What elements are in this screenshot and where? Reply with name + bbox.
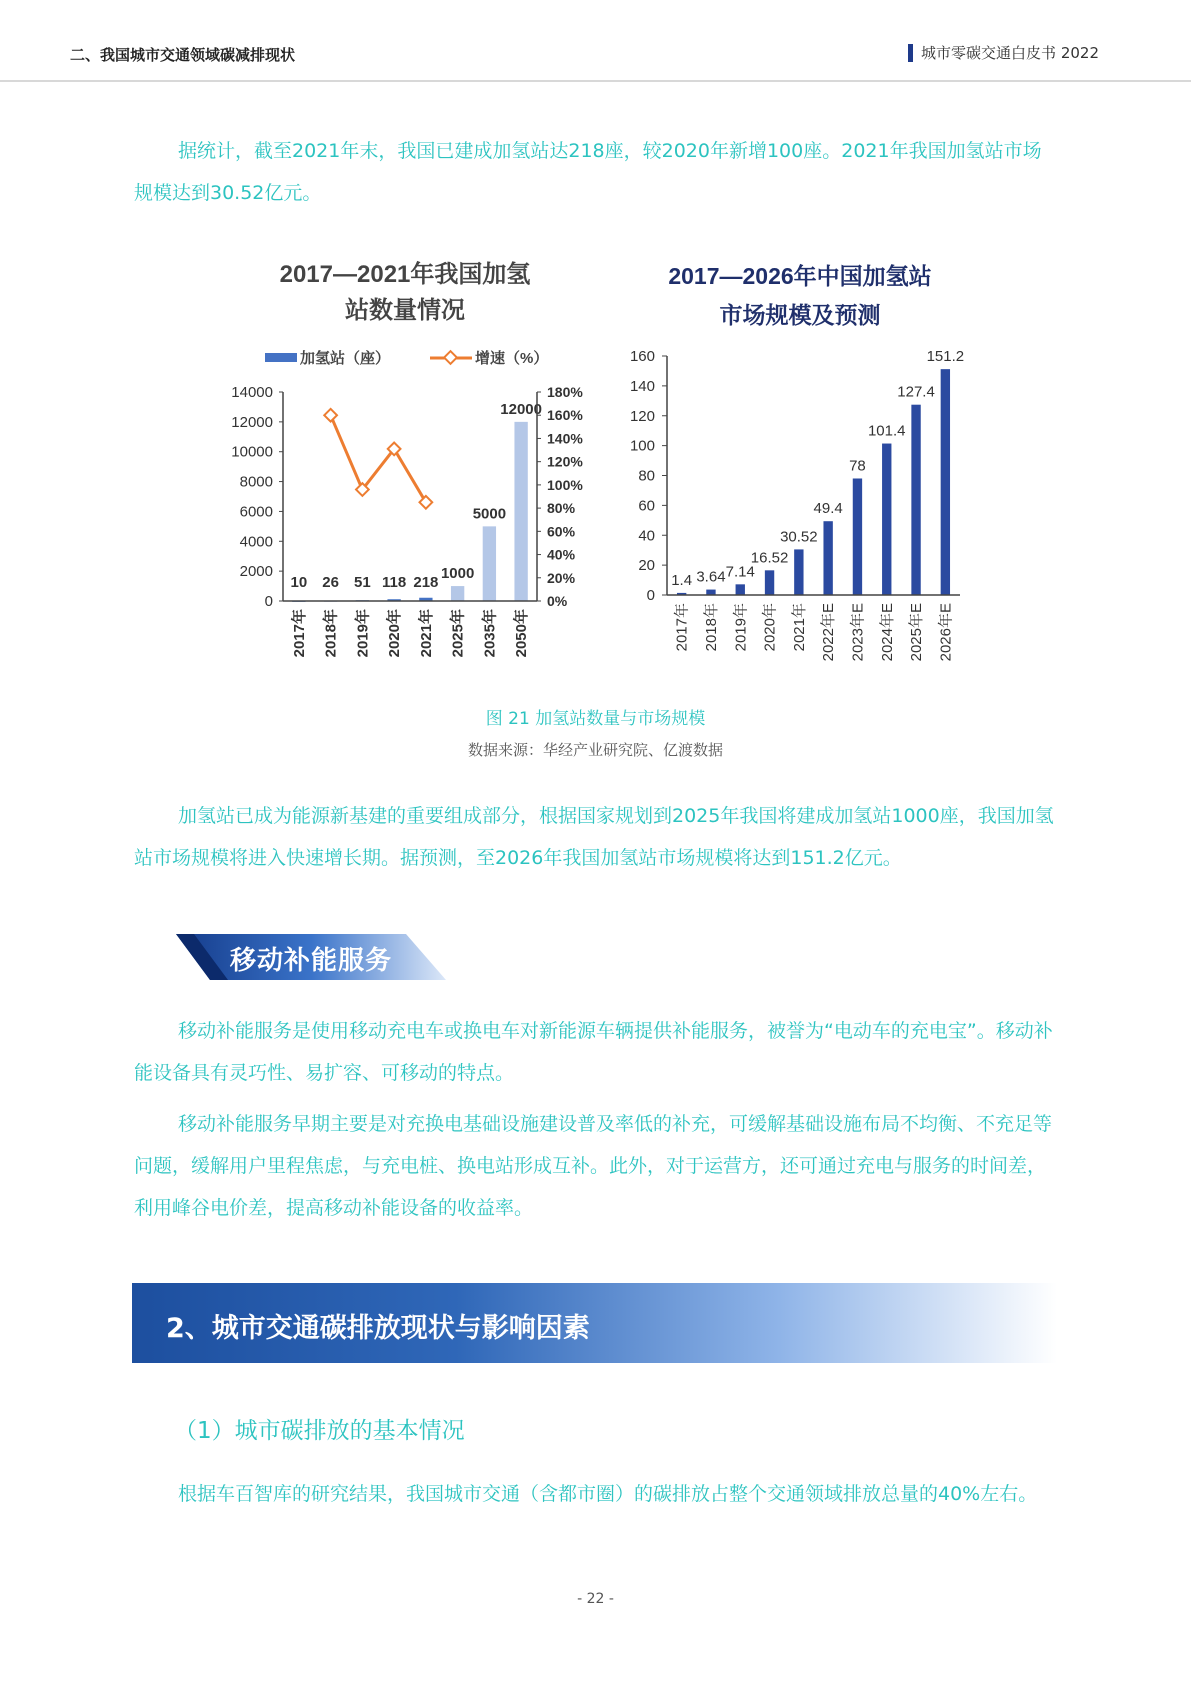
market-size-chart-svg <box>610 250 980 680</box>
chart2-x-tick-label: 2025年E <box>908 603 926 662</box>
chart2-bar-label: 127.4 <box>897 383 935 401</box>
chart1-bar-label: 5000 <box>472 505 507 523</box>
chart1-x-tick-label: 2021年 <box>417 609 435 658</box>
paragraph-urban-carbon-share: 根据车百智库的研究结果，我国城市交通（含都市圈）的碳排放占整个交通领域排放总量的40%左右。 <box>178 1483 1038 1505</box>
chart2-x-tick-label: 2023年E <box>849 603 867 662</box>
chart1-bar <box>514 422 527 601</box>
chart2-bar-label: 7.14 <box>725 563 755 581</box>
chart-station-count <box>210 250 590 680</box>
chart2-bar-label: 16.52 <box>750 549 789 567</box>
subheading-urban-carbon: （1）城市碳排放的基本情况 <box>174 1418 465 1444</box>
chart2-x-tick-label: 2024年E <box>878 603 896 662</box>
legend-bar-label: 加氢站（座） <box>300 350 391 367</box>
chart1-x-tick-label: 2018年 <box>322 609 340 658</box>
chart2-bar-label: 30.52 <box>780 528 818 546</box>
paragraph-hydrogen-planning: 加氢站已成为能源新基建的重要组成部分，根据国家规划到2025年我国将建成加氢站1000座，我国加氢站市场规模将进入快速增长期。据预测，至2026年我国加氢站市场规模将达到151.2亿元。 <box>134 805 1054 869</box>
chart1-y-right-tick-label: 100% <box>547 476 583 493</box>
chart1-y-tick-label: 12000 <box>231 413 273 431</box>
chart2-y-tick-label: 100 <box>629 437 655 455</box>
chart1-y-tick-label: 14000 <box>231 384 273 401</box>
legend-line-marker <box>444 351 457 364</box>
chart1-y-right-tick-label: 20% <box>547 569 576 586</box>
page-number: - 22 - <box>577 1591 614 1607</box>
chart2-y-tick-label: 80 <box>638 467 655 485</box>
chart1-y-right-tick-label: 180% <box>547 384 583 400</box>
chart2-x-tick-label: 2017年 <box>673 603 691 652</box>
chart1-bar-label: 118 <box>382 574 407 591</box>
chart1-y-tick-label: 6000 <box>239 503 273 521</box>
chart1-bar-label: 1000 <box>440 565 475 583</box>
legend-line-label: 增速（%） <box>475 350 549 367</box>
chart1-x-tick-label: 2020年 <box>386 609 404 658</box>
chart2-bar-label: 1.4 <box>671 571 693 589</box>
chart2-bar <box>911 405 920 595</box>
chart1-y-tick-label: 10000 <box>231 443 273 461</box>
figure-caption: 图 21 加氢站数量与市场规模 <box>485 709 706 729</box>
chart1-y-right-tick-label: 120% <box>547 453 583 470</box>
chart2-y-tick-label: 160 <box>629 348 655 365</box>
chart1-bar-label: 51 <box>354 574 371 591</box>
chart1-x-tick-label: 2025年 <box>449 609 467 658</box>
chart2-x-tick-label: 2022年E <box>820 603 838 662</box>
chart2-bar <box>736 584 745 595</box>
chart2-bar-label: 101.4 <box>867 422 906 440</box>
legend-bar-swatch <box>265 353 297 362</box>
chart2-x-tick-label: 2026年E <box>937 603 955 662</box>
chart1-bar-label: 218 <box>413 574 439 591</box>
chart2-bar <box>823 521 832 595</box>
chart2-bar-label: 78 <box>849 457 866 475</box>
paragraph-hydrogen-stations-2021: 据统计，截至2021年末，我国已建成加氢站达218座，较2020年新增100座。2021年我国加氢站市场规模达到30.52亿元。 <box>134 140 1042 204</box>
chart2-y-tick-label: 140 <box>629 377 655 395</box>
chart1-title-line1: 2017—2021年我国加氢 <box>279 261 531 288</box>
chart2-bar-label: 151.2 <box>926 348 965 366</box>
chart1-bar-label: 10 <box>290 574 308 591</box>
chart2-y-tick-label: 20 <box>638 557 655 575</box>
chart2-y-tick-label: 120 <box>629 407 655 425</box>
chart2-x-tick-label: 2019年 <box>732 603 750 652</box>
chart1-y-tick-label: 8000 <box>239 473 273 491</box>
chart2-bar <box>765 570 774 595</box>
document-title: 城市零碳交通白皮书 2022 <box>908 44 1099 62</box>
chart2-x-tick-label: 2018年 <box>702 603 720 652</box>
chart2-bar <box>882 444 891 595</box>
chart1-bar <box>451 586 464 601</box>
chart1-y-tick-label: 4000 <box>239 533 273 551</box>
chart1-y-right-tick-label: 80% <box>547 500 576 517</box>
chart1-title-line2: 站数量情况 <box>345 297 465 324</box>
chart1-x-tick-label: 2017年 <box>290 609 308 658</box>
chart2-title-line2: 市场规模及预测 <box>719 302 881 328</box>
station-count-chart-svg <box>210 250 590 680</box>
paragraph-mobile-energy-benefits: 移动补能服务早期主要是对充换电基础设施建设普及率低的补充，可缓解基础设施布局不均衡、不充足等问题，缓解用户里程焦虑，与充电桩、换电站形成互补。此外，对于运营方，还可通过充电与服务的时间差，利用峰谷电价差，提高移动补能设备的收益率。 <box>134 1113 1053 1219</box>
chapter-title: 二、我国城市交通领域碳减排现状 <box>70 46 296 64</box>
chart1-growth-point <box>420 496 433 509</box>
chart2-bar <box>853 478 862 595</box>
ribbon-heading-mobile-energy: 移动补能服务 <box>230 946 393 976</box>
chart2-x-tick-label: 2020年 <box>761 603 779 652</box>
chart1-bar-label: 12000 <box>500 400 542 418</box>
chart2-title-line1: 2017—2026年中国加氢站 <box>668 263 932 289</box>
chart1-y-right-tick-label: 0% <box>547 593 568 609</box>
chart2-bar-label: 49.4 <box>813 500 843 518</box>
figure-source: 数据来源：华经产业研究院、亿渡数据 <box>467 741 723 759</box>
chart2-y-tick-label: 40 <box>638 527 655 545</box>
chart1-y-tick-label: 0 <box>264 593 273 610</box>
chart1-y-right-tick-label: 40% <box>547 546 576 563</box>
chart2-bar <box>794 549 803 595</box>
chart2-y-tick-label: 0 <box>646 587 655 604</box>
paragraph-mobile-energy-intro: 移动补能服务是使用移动充电车或换电车对新能源车辆提供补能服务，被誉为“电动车的充电宝”。移动补能设备具有灵巧性、易扩容、可移动的特点。 <box>134 1020 1053 1084</box>
chart1-y-right-tick-label: 60% <box>547 523 576 540</box>
chart1-growth-line <box>331 415 426 502</box>
chart1-bar-label: 26 <box>322 574 339 591</box>
chart1-y-right-tick-label: 140% <box>547 430 583 447</box>
chart1-x-tick-label: 2019年 <box>354 609 372 658</box>
chart2-x-tick-label: 2021年 <box>790 603 808 652</box>
chart2-y-tick-label: 60 <box>638 497 655 515</box>
chart1-bar <box>483 526 496 601</box>
chart1-y-tick-label: 2000 <box>239 563 273 581</box>
chart2-bar <box>706 590 715 595</box>
page-header <box>0 0 1191 82</box>
chart-market-size <box>610 250 980 680</box>
chart2-bar-label: 3.64 <box>696 568 726 586</box>
chart1-x-tick-label: 2050年 <box>513 609 531 658</box>
section-title: 2、城市交通碳排放现状与影响因素 <box>166 1313 590 1344</box>
chart1-x-tick-label: 2035年 <box>481 609 499 658</box>
chart2-bar <box>941 369 950 595</box>
chart1-growth-point <box>324 409 337 422</box>
chart1-y-right-tick-label: 160% <box>547 407 583 424</box>
